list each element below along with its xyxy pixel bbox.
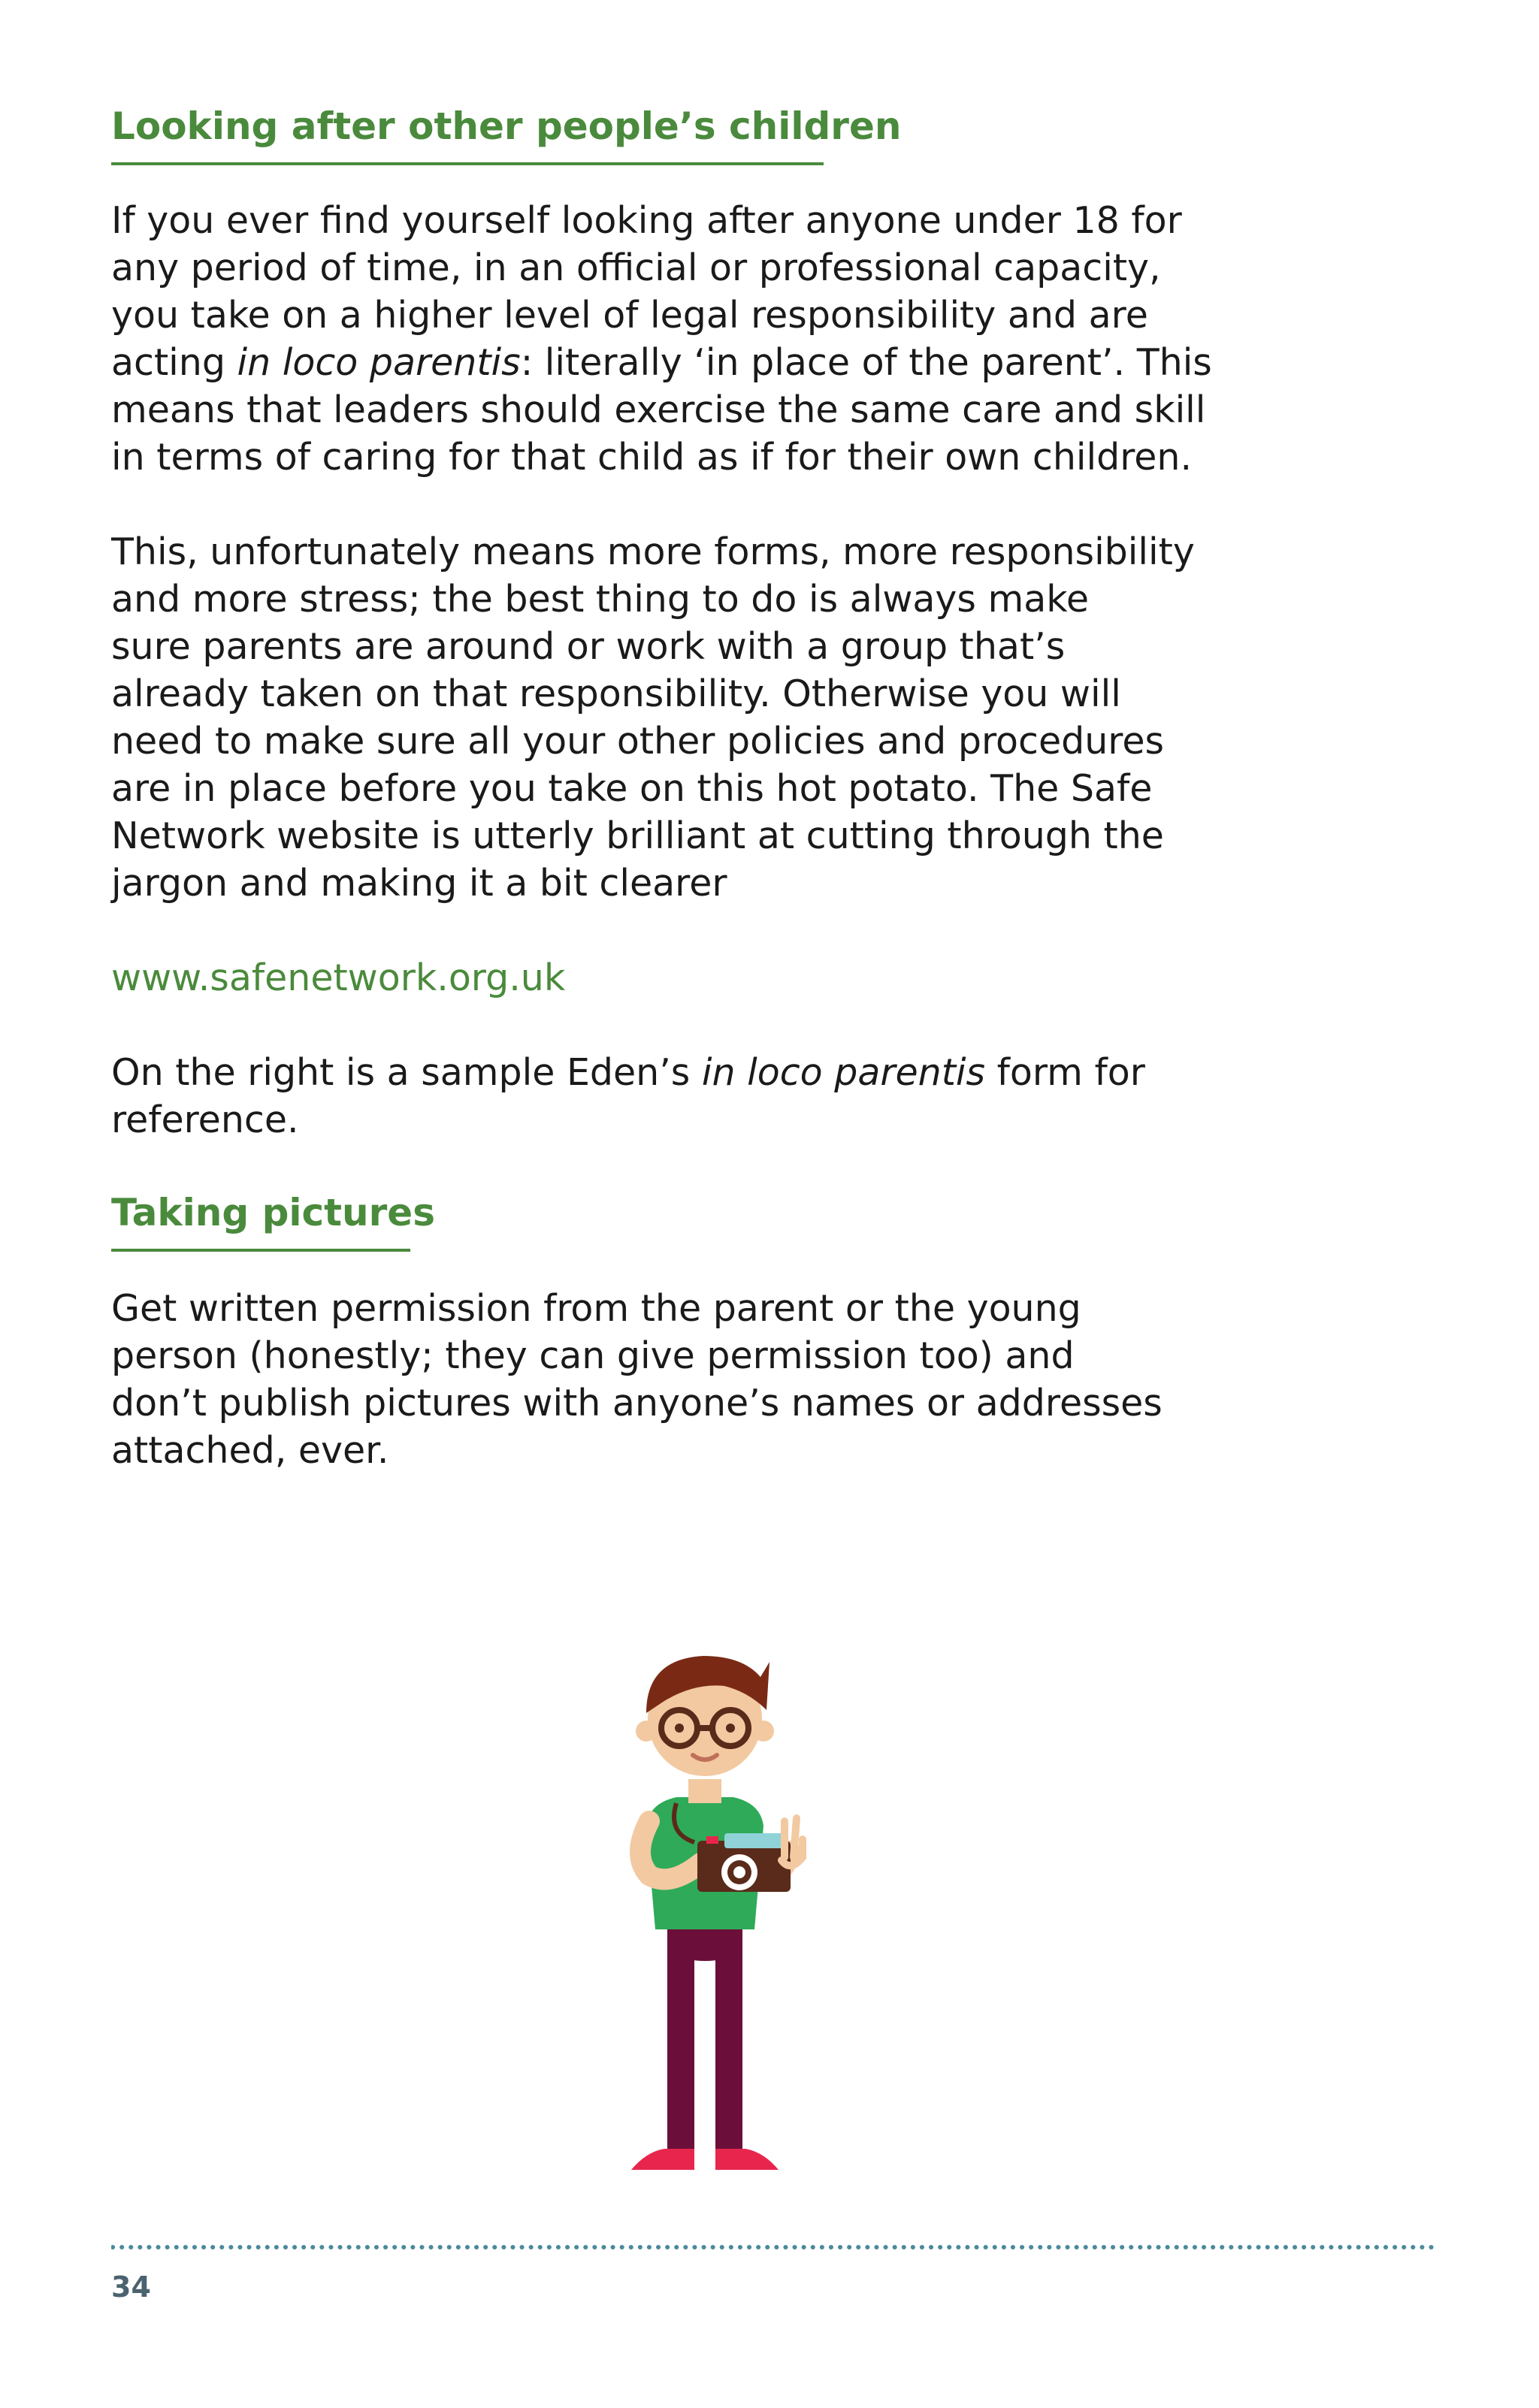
text-line: attached, ever.: [111, 1429, 389, 1472]
paragraph-in-loco-parentis: [111, 197, 1284, 481]
text-segment: acting: [111, 341, 237, 384]
paragraph-more-responsibility: [111, 528, 1284, 907]
emphasis-in-loco-parentis: in loco parentis: [237, 341, 521, 384]
text-line: you take on a higher level of legal responsibility and are: [111, 294, 1148, 337]
section-heading-taking-pictures: Taking pictures: [111, 1191, 435, 1234]
left-eye: [675, 1724, 684, 1733]
text-line: and more stress; the best thing to do is always make: [111, 578, 1090, 621]
text-line: don’t publish pictures with anyone’s names or addresses: [111, 1382, 1163, 1425]
safenetwork-link[interactable]: www.safenetwork.org.uk: [111, 956, 566, 999]
section-heading-looking-after-children: Looking after other people’s children: [111, 104, 902, 148]
right-hand: [782, 1818, 803, 1866]
text-line-with-emphasis: [111, 1049, 1284, 1096]
paragraph-sample-form: [111, 1049, 1284, 1144]
hips: [667, 1926, 742, 1961]
text-segment: On the right is a sample Eden’s: [111, 1051, 702, 1094]
right-ear: [753, 1721, 774, 1742]
person-with-camera-illustration: [556, 1593, 857, 2179]
text-line: jargon and making it a bit clearer: [111, 862, 727, 905]
text-line: Get written permission from the parent or the young: [111, 1287, 1081, 1330]
text-line: already taken on that responsibility. Otherwise you will: [111, 672, 1121, 715]
left-shoe: [631, 2149, 694, 2170]
paragraph-written-permission: [111, 1285, 1284, 1474]
page-number: 34: [111, 2271, 151, 2304]
dotted-divider: [111, 2243, 1434, 2251]
text-line: need to make sure all your other policies and procedures: [111, 720, 1164, 763]
left-ear: [636, 1721, 657, 1742]
right-eye: [726, 1724, 735, 1733]
neck: [688, 1779, 721, 1803]
text-line-with-emphasis: [111, 339, 1284, 386]
camera-button: [706, 1836, 718, 1844]
text-line: reference.: [111, 1098, 299, 1141]
right-shoe: [715, 2149, 779, 2170]
heading-underline: [111, 1249, 410, 1252]
emphasis-in-loco-parentis: in loco parentis: [701, 1051, 986, 1094]
text-line: If you ever find yourself looking after anyone under 18 for: [111, 199, 1182, 242]
text-segment: : literally ‘in place of the parent’. This: [520, 341, 1212, 384]
text-line: are in place before you take on this hot potato. The Safe: [111, 767, 1153, 810]
text-line: This, unfortunately means more forms, more responsibility: [111, 530, 1195, 573]
text-line: in terms of caring for that child as if for their own children.: [111, 436, 1193, 479]
text-line: means that leaders should exercise the same care and skill: [111, 388, 1206, 431]
text-line: sure parents are around or work with a group that’s: [111, 625, 1066, 668]
text-line: person (honestly; they can give permission too) and: [111, 1334, 1075, 1377]
text-segment: form for: [985, 1051, 1145, 1094]
heading-underline: [111, 162, 824, 165]
camera-top: [724, 1833, 785, 1848]
text-line: Network website is utterly brilliant at cutting through the: [111, 814, 1164, 857]
camera-lens-center: [733, 1866, 745, 1878]
text-line: any period of time, in an official or professional capacity,: [111, 246, 1161, 289]
